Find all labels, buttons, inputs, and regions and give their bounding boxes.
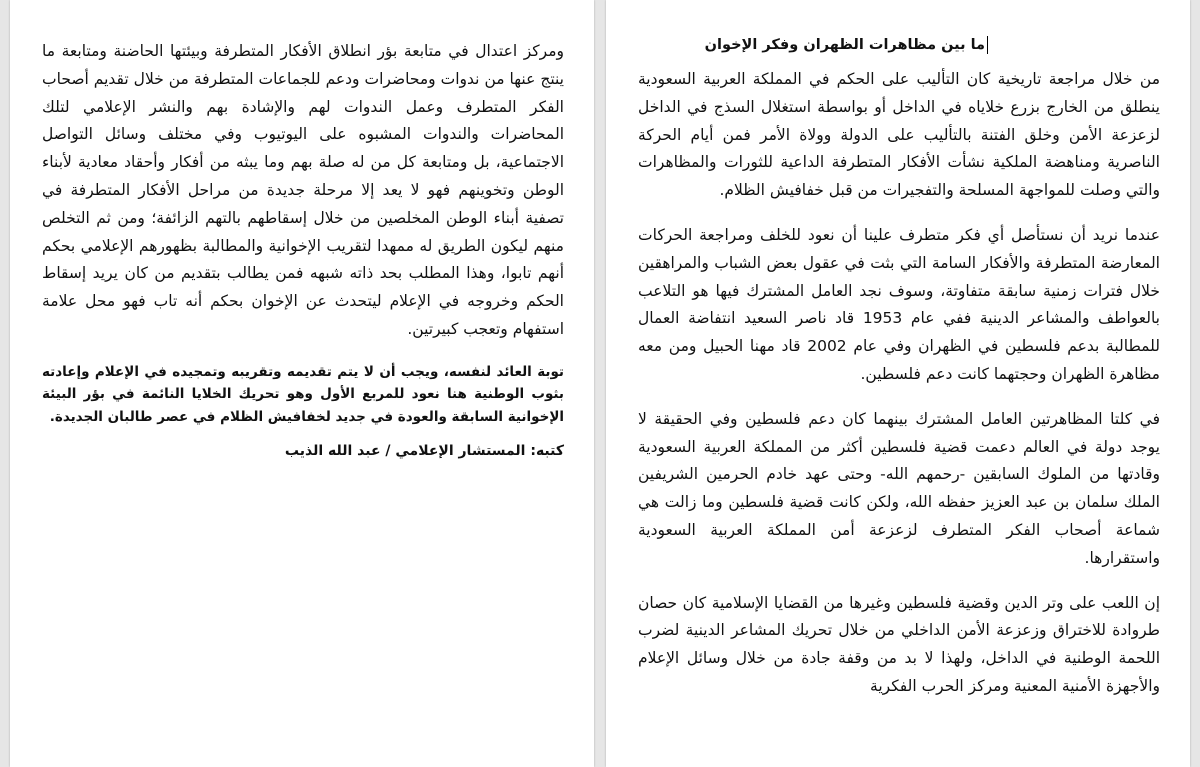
paragraph-3: في كلتا المظاهرتين العامل المشترك بينهما كان دعم فلسطين وفي الحقيقة لا يوجد دولة في العالم دعمت قضية فلسطين أكثر من المملكة العربية السعودية وقادتها من الملوك السابقين -رحمهم الله- وحتى عهد خادم الحرمين الشريفين الملك سلمان بن عبد العزيز حفظه الله، ولكن كانت قضية فلسطين وما زالت هي شماعة أصحاب الفكر المتطرف لزعزعة أمن المملكة العربية السعودية واستقرارها. xyxy=(638,409,1160,567)
page-left-text-column xyxy=(42,38,564,462)
paragraph-4: إن اللعب على وتر الدين وقضية فلسطين وغيرها من القضايا الإسلامية كان حصان طروادة للاختراق وزعزعة الأمن الداخلي من خلال تحريك المشاعر الدينية لضرب اللحمة الوطنية في الداخل، ولهذا لا بد من وقفة جادة من خلال وسائل الإعلام والأجهزة الأمنية المعنية ومركز الحرب الفكرية xyxy=(638,593,1160,695)
page-right-text-column xyxy=(638,34,1160,718)
author-byline: كتبه: المستشار الإعلامي / عبد الله الذيب xyxy=(284,443,564,460)
document-page-left xyxy=(10,0,594,767)
paragraph-1: من خلال مراجعة تاريخية كان التأليب على الحكم في المملكة العربية السعودية ينطلق من الخارج بزرع خلاياه في الداخل أو بواسطة استغلال السذج في الداخل لزعزعة الأمن وخلق الفتنة بالتأليب على الدولة وولاة الأمر فمن أيام الحركة الناصرية ومناهضة الملكية نشأت الأفكار المتطرفة الداعية للثورات والمظاهرات والتي وصلت للمواجهة المسلحة والتفجيرات من قبل خفافيش الظلام. xyxy=(638,70,1160,200)
document-page-right xyxy=(606,0,1190,767)
paragraph-5: ومركز اعتدال في متابعة بؤر انطلاق الأفكار المتطرفة وبيئتها الحاضنة ومتابعة ما ينتج عنها من ندوات ومحاضرات ودعم للجماعات المتطرفة من خلال تقديم أصحاب الفكر المتطرف وعمل الندوات لهم والإشادة بهم والنشر الإعلامي لتلك المحاضرات والندوات المشبوه على اليوتيوب وفي مختلف وسائل التواصل الاجتماعية، بل ومتابعة كل من له صلة بهم وما يبثه من أفكار وأحقاد معادية لأبناء الوطن وتخوينهم فهو لا يعد إلا مرحلة جديدة من مراحل الأفكار المتطرفة في تصفية أبناء الوطن المخلصين من خلال إسقاطهم بالتهم الزائفة؛ ومن ثم التخلص منهم ليكون الطريق له ممهدا لتقريب الإخوانية والمطالبة بظهورهم الإعلامي بحكم أنهم تابوا، وهذا المطلب بحد ذاته شبهه فمن يطالب بتقديم من كان يريد إسقاط الحكم وخروجه في الإعلام ليتحدث عن الإخوان بحكم أنه تاب فهو محل علامة استفهام وتعجب كبيرتين. xyxy=(42,42,564,338)
article-title-text: ما بين مظاهرات الظهران وفكر الإخوان xyxy=(704,37,985,53)
article-title xyxy=(638,34,988,56)
text-cursor xyxy=(987,36,988,54)
closing-paragraph: توبة العائد لنفسه، ويجب أن لا يتم تقديمه وتقريبه وتمجيده في الإعلام وإعادته بثوب الوطنية هنا نعود للمربع الأول وهو تحريك الخلايا النائمة في بؤر البيئة الإخوانية السابقة والعودة في جديد لخفافيش الظلام في عصر طالبان الجديدة. xyxy=(42,363,564,425)
paragraph-2: عندما نريد أن نستأصل أي فكر متطرف علينا أن نعود للخلف ومراجعة الحركات المعارضة المتطرفة والأفكار السامة التي بثت في عقول بعض الشباب والمراهقين خلال فترات زمنية سابقة متفاوتة، وسوف نجد العامل المشترك فيها هو التلاعب بالعواطف والمشاعر الدينية ففي عام 1953 قاد ناصر السعيد انتفاضة العمال للمطالبة بدعم فلسطين في الظهران وفي عام 2002 قاد مهنا الحبيل ومن معه مظاهرة الظهران وحجتهما كانت دعم فلسطين. xyxy=(638,225,1160,383)
